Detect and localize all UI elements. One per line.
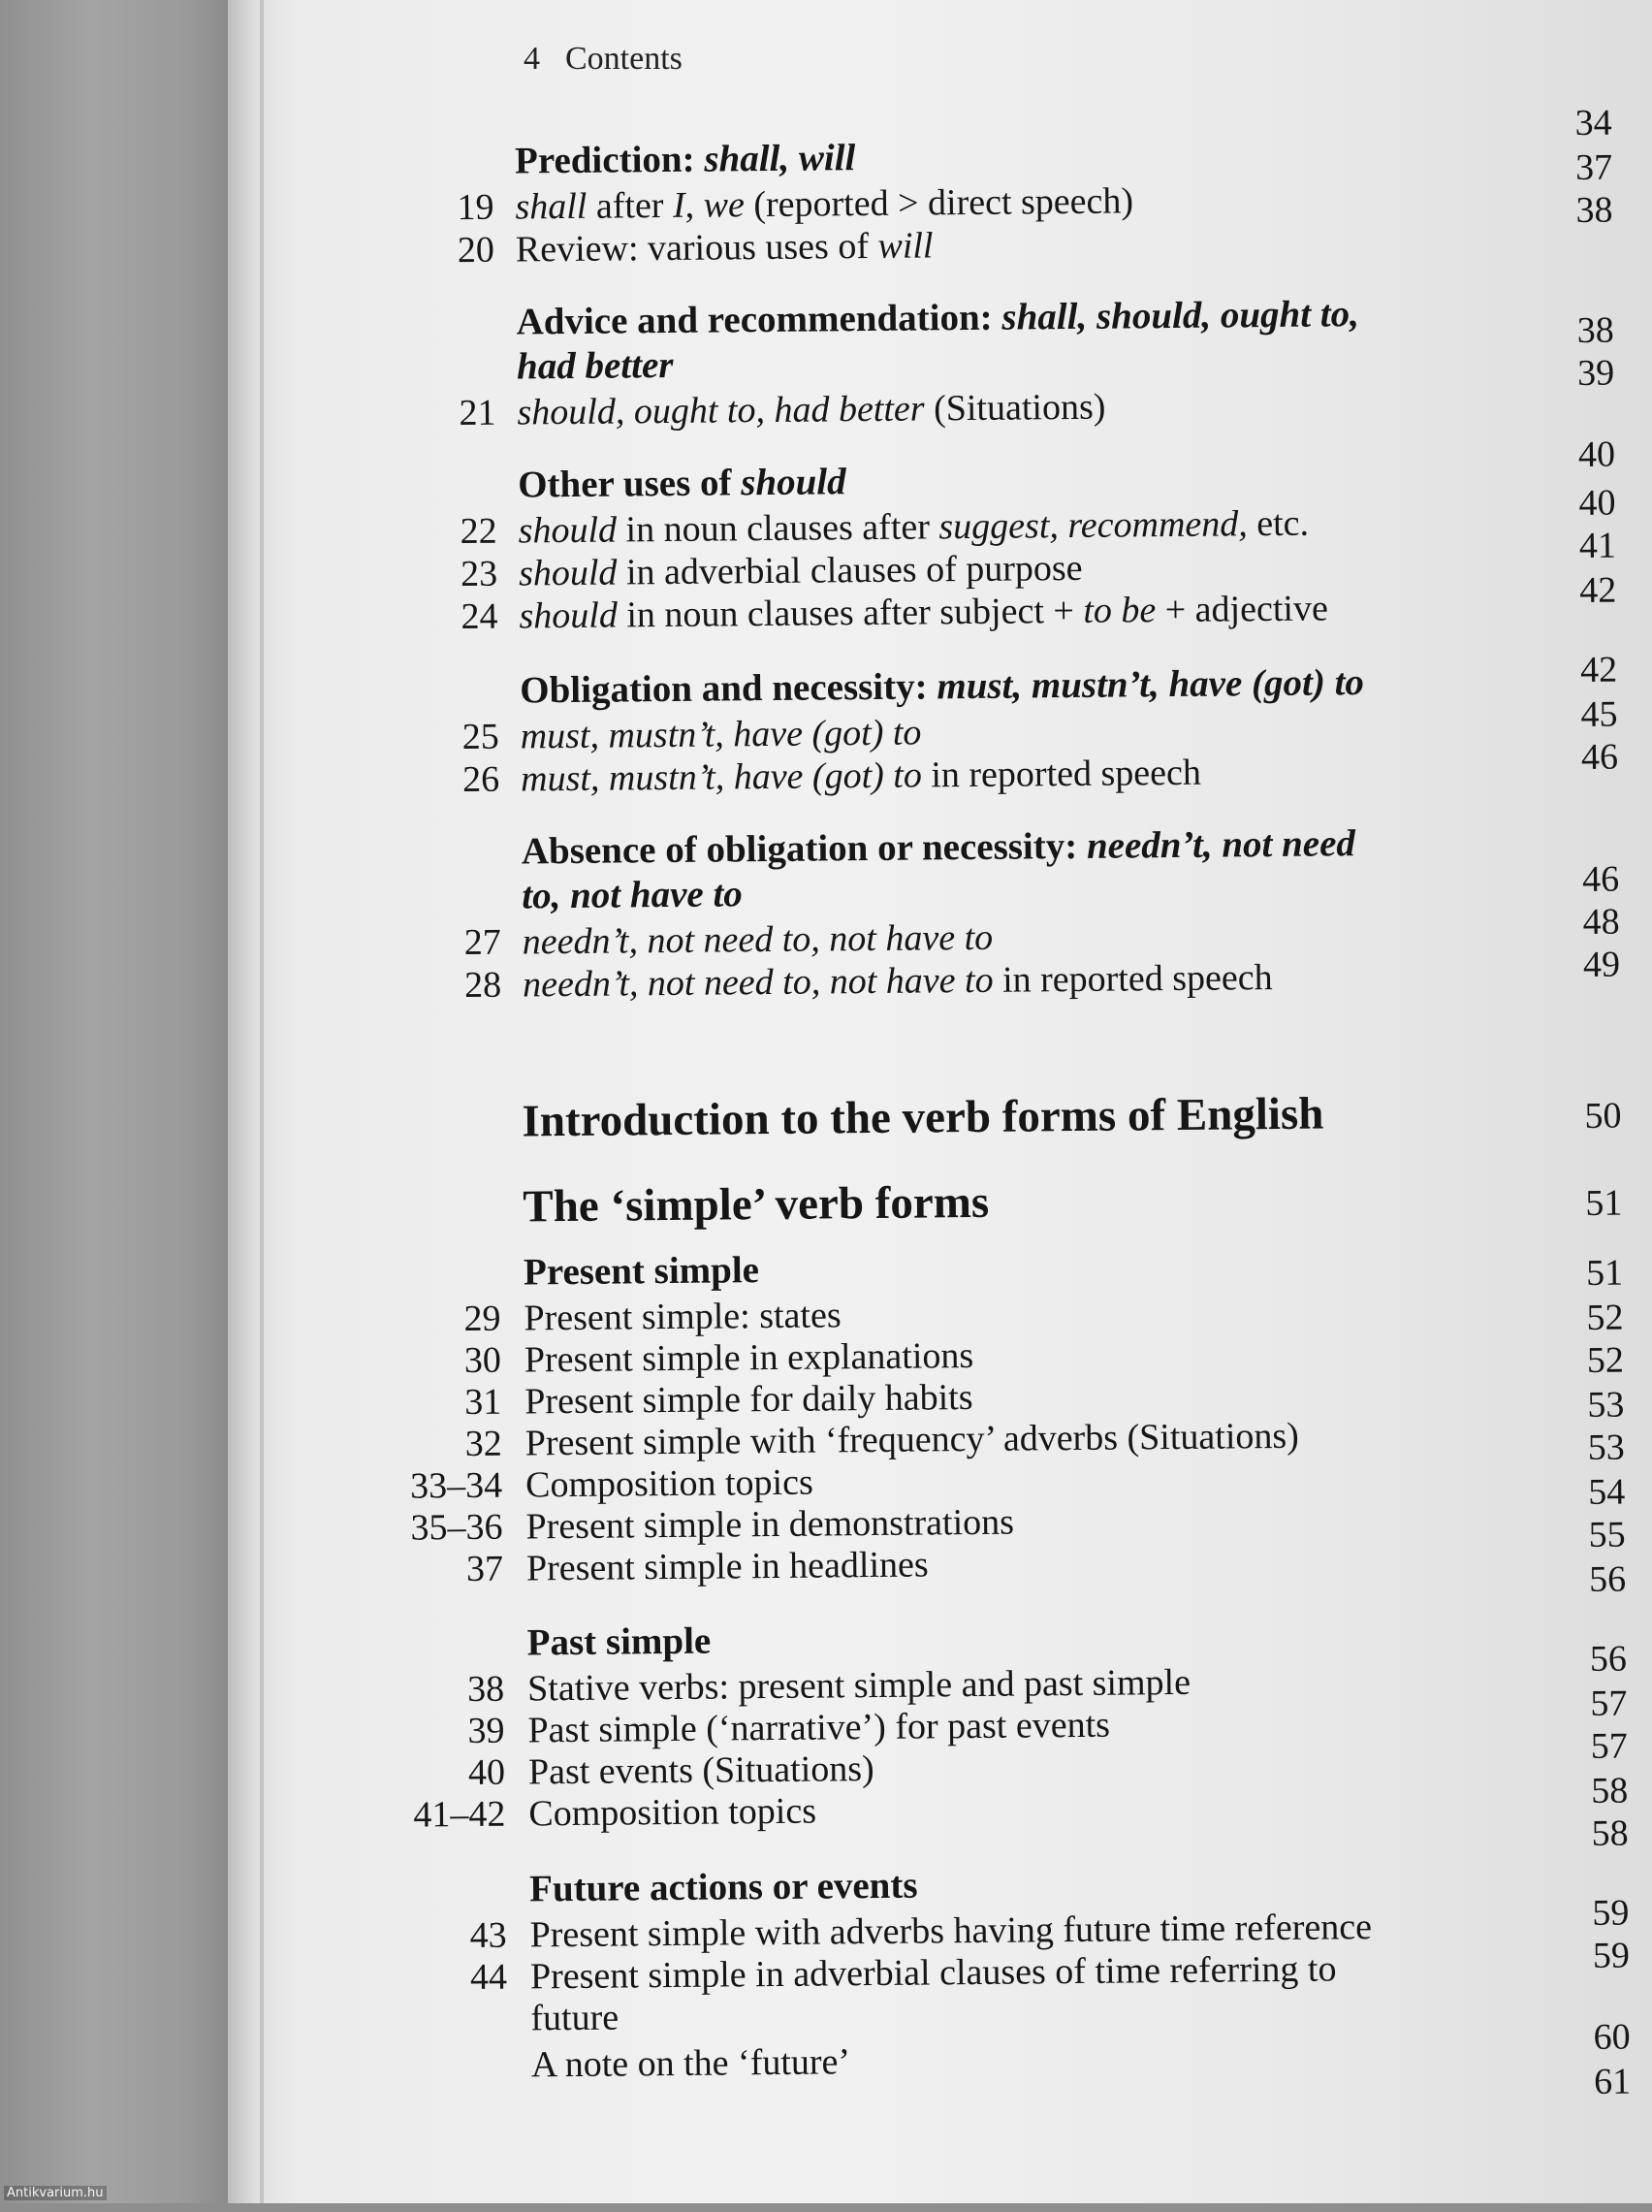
entry-number: 39 <box>467 1710 505 1752</box>
page-ref: 41 <box>1578 525 1617 566</box>
section-heading-future: Future actions or events <box>528 1864 918 1910</box>
toc-entry-26: must, mustn’t, have (got) to in reported speech <box>520 752 1202 800</box>
toc-entry-44-cont: future <box>530 1997 620 2039</box>
page-ref: 56 <box>1588 1558 1627 1600</box>
entry-number: 31 <box>464 1381 502 1424</box>
entry-number: 22 <box>460 510 497 553</box>
page-ref: 49 <box>1582 944 1621 985</box>
page-ref: 56 <box>1589 1638 1628 1680</box>
entry-number: 24 <box>461 595 498 638</box>
entry-number: 28 <box>463 964 502 1007</box>
page-ref: 57 <box>1590 1725 1628 1767</box>
page-ref: 60 <box>1593 2016 1631 2058</box>
page-ref: 39 <box>1576 352 1615 394</box>
toc-entry-25: must, mustn’t, have (got) to <box>520 712 922 757</box>
toc-entry-38: Stative verbs: present simple and past simple <box>526 1661 1191 1710</box>
toc-entry-22: should in noun clauses after suggest, recommend, etc. <box>518 502 1310 552</box>
page-ref: 53 <box>1587 1384 1625 1426</box>
section-heading-present-simple: Present simple <box>523 1249 760 1294</box>
entry-number: 29 <box>463 1298 501 1340</box>
section-heading-other-should: Other uses of should <box>518 461 846 506</box>
entry-number: 20 <box>457 229 495 272</box>
toc-entry-31: Present simple for daily habits <box>524 1377 973 1423</box>
page-ref: 42 <box>1579 569 1617 611</box>
entry-number: 40 <box>467 1751 506 1794</box>
entry-number: 43 <box>469 1914 507 1957</box>
section-heading-prediction: Prediction: shall, will <box>514 137 856 182</box>
toc-entry-39: Past simple (‘narrative’) for past events <box>527 1704 1111 1751</box>
entry-number: 27 <box>463 921 501 964</box>
toc-entry-41-42: Composition topics <box>528 1790 817 1835</box>
toc-entry-40: Past events (Situations) <box>527 1748 874 1793</box>
page-ref: 59 <box>1592 1892 1630 1934</box>
page-ref: 53 <box>1587 1427 1626 1468</box>
page-ref: 52 <box>1586 1339 1625 1381</box>
chapter-heading-intro: Introduction to the verb forms of English <box>522 1088 1324 1147</box>
toc-entry-33-34: Composition topics <box>524 1461 813 1506</box>
page-ref: 40 <box>1577 433 1616 475</box>
entry-number: 21 <box>459 392 496 434</box>
toc-entry-note: A note on the ‘future’ <box>530 2041 851 2086</box>
toc-entry-37: Present simple in headlines <box>525 1544 929 1589</box>
page-ref: 46 <box>1580 736 1619 778</box>
section-heading-advice-cont: had better <box>516 343 674 388</box>
entry-number: 44 <box>469 1956 508 1999</box>
toc-entry-19: shall after I, we (reported > direct speech) <box>515 180 1134 228</box>
entry-number: 30 <box>463 1339 502 1382</box>
page-ref: 55 <box>1588 1514 1626 1555</box>
entry-number: 37 <box>465 1548 504 1590</box>
watermark: Antikvarium.hu <box>4 2186 107 2200</box>
entry-number: 35–36 <box>410 1506 503 1549</box>
chapter-heading-simple-forms: The ‘simple’ verb forms <box>523 1176 990 1233</box>
page-ref: 46 <box>1581 858 1620 900</box>
entry-number: 33–34 <box>409 1464 503 1507</box>
toc-entry-24: should in noun clauses after subject + to be + adjective <box>519 588 1329 637</box>
toc-entry-43: Present simple with adverbs having future time reference <box>529 1907 1373 1956</box>
section-heading-obligation: Obligation and necessity: must, mustn’t, have (got) to <box>520 661 1365 712</box>
entry-number: 26 <box>461 758 500 801</box>
toc-entry-20: Review: various uses of will <box>515 225 934 271</box>
page-ref: 48 <box>1582 901 1620 943</box>
toc-entry-29: Present simple: states <box>524 1295 842 1339</box>
toc-entry-28: needn’t, not need to, not have to in reported speech <box>522 957 1273 1006</box>
page-ref: 59 <box>1592 1935 1631 1976</box>
section-heading-past-simple: Past simple <box>526 1619 712 1664</box>
page-ref: 54 <box>1588 1471 1626 1513</box>
page-ref: 34 <box>1574 102 1612 144</box>
page-ref: 37 <box>1574 146 1613 188</box>
page-ref: 52 <box>1586 1297 1624 1338</box>
page-ref: 58 <box>1591 1812 1629 1854</box>
entry-number: 38 <box>466 1668 505 1711</box>
entry-number: 41–42 <box>413 1793 506 1836</box>
toc-entry-21: should, ought to, had better (Situations) <box>517 386 1106 433</box>
page-ref: 58 <box>1591 1770 1629 1811</box>
toc-entry-44: Present simple in adverbial clauses of time referring to <box>529 1948 1337 1998</box>
section-heading-absence: Absence of obligation or necessity: needn’t, not need <box>521 822 1356 873</box>
page-number: 4 <box>524 41 540 77</box>
page-ref: 51 <box>1585 1182 1623 1224</box>
page-ref: 38 <box>1576 309 1614 351</box>
toc-entry-27: needn’t, not need to, not have to <box>522 916 994 963</box>
page-ref: 42 <box>1579 649 1618 690</box>
page-ref: 45 <box>1580 693 1618 735</box>
entry-number: 25 <box>461 716 499 758</box>
toc-entry-35-36: Present simple in demonstrations <box>525 1501 1015 1548</box>
entry-number: 32 <box>464 1423 502 1465</box>
toc-entry-32: Present simple with ‘frequency’ adverbs (Situations) <box>524 1415 1300 1464</box>
entry-number: 23 <box>460 553 498 595</box>
page-ref: 51 <box>1585 1252 1624 1294</box>
page-ref: 57 <box>1590 1683 1628 1724</box>
running-head-title: Contents <box>565 41 683 77</box>
entry-number: 19 <box>457 186 494 229</box>
page-ref: 40 <box>1578 482 1616 524</box>
section-heading-advice: Advice and recommendation: shall, should, ought to, <box>516 293 1360 343</box>
page-ref: 38 <box>1575 189 1613 231</box>
toc-entry-23: should in adverbial clauses of purpose <box>518 547 1083 594</box>
page-ref: 61 <box>1593 2061 1632 2102</box>
section-heading-absence-cont: to, not have to <box>522 873 744 917</box>
toc-entry-30: Present simple in explanations <box>524 1335 974 1381</box>
page-ref: 50 <box>1584 1095 1622 1137</box>
